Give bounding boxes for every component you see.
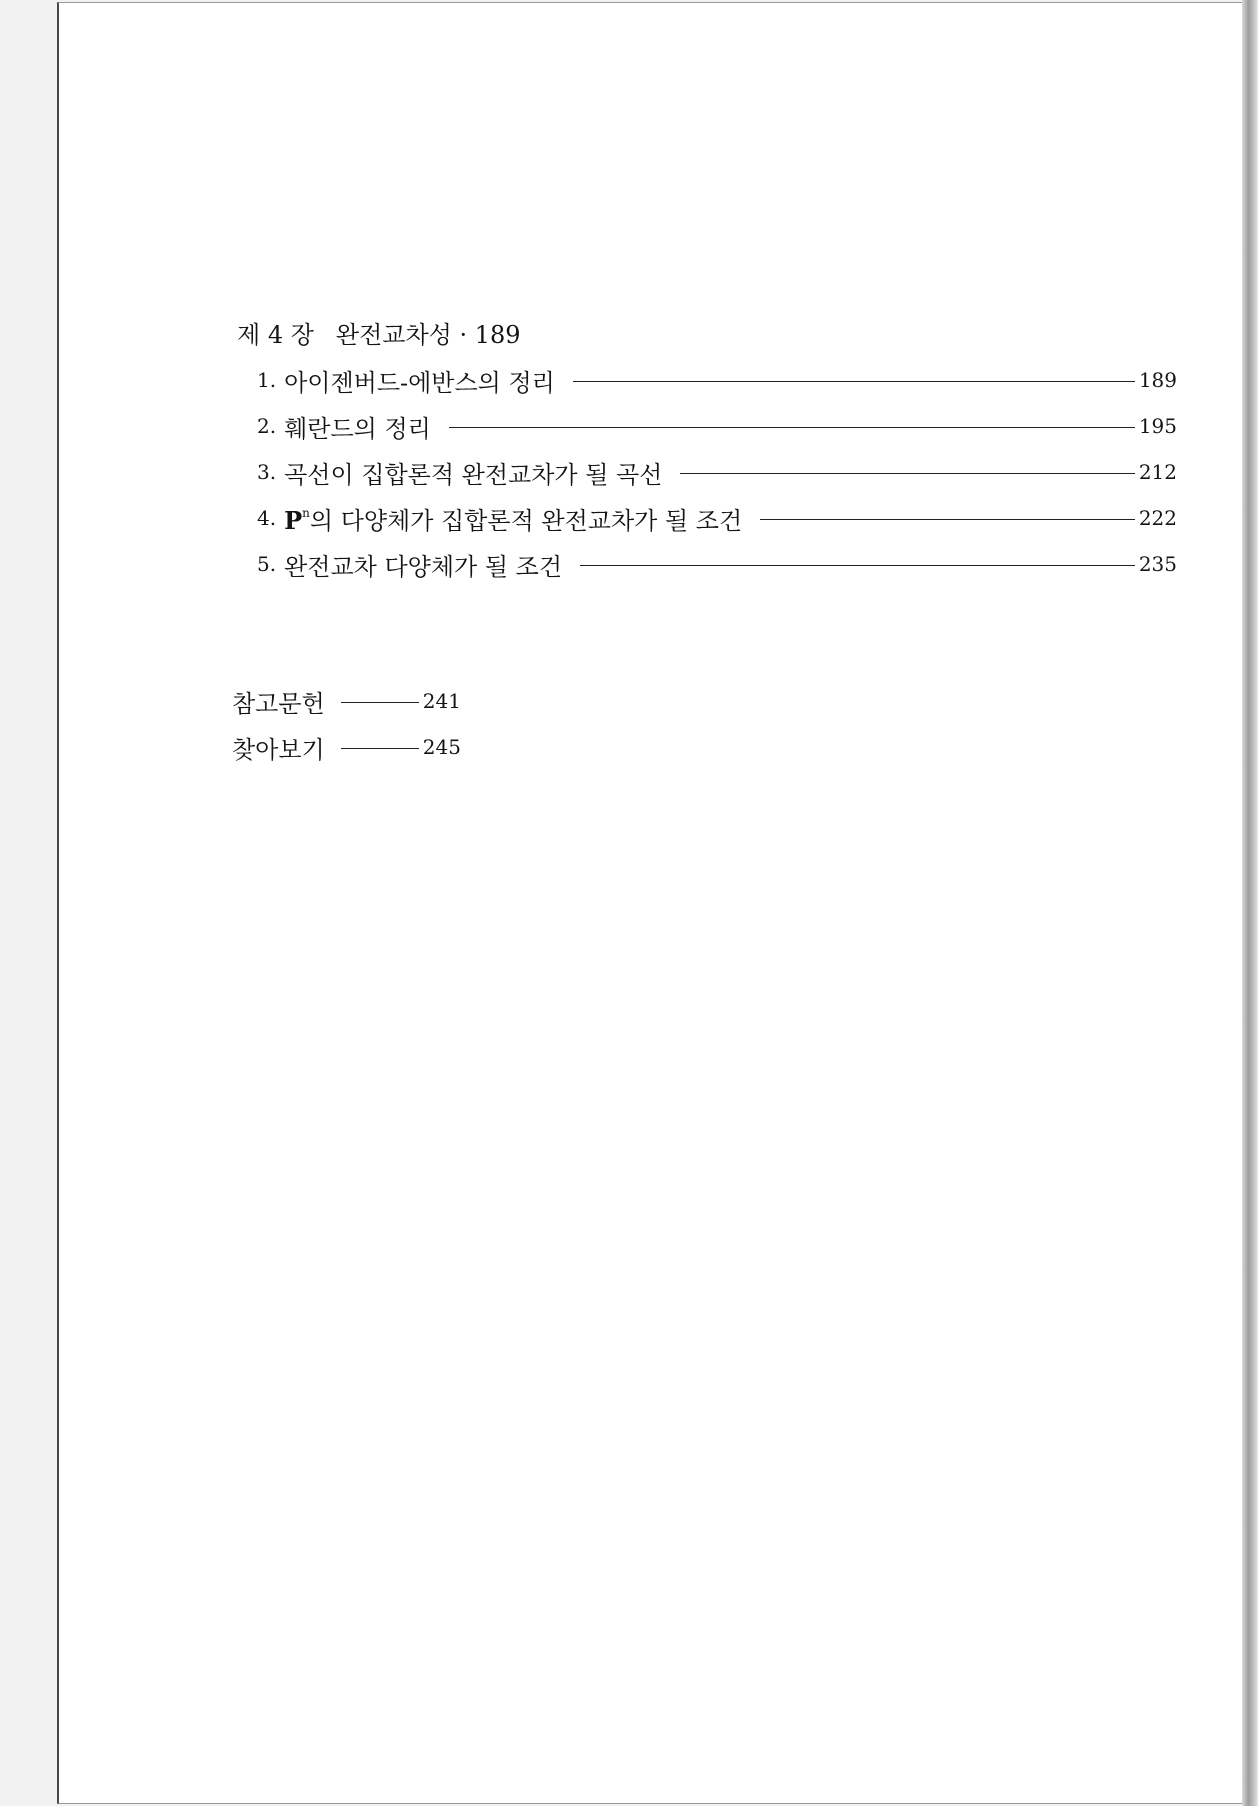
chapter-page: 189 xyxy=(474,321,521,349)
section-title: 아이젠버드-에반스의 정리 xyxy=(284,368,555,397)
leader-line xyxy=(341,702,419,703)
page-edge-shadow xyxy=(1242,0,1258,1806)
section-page: 189 xyxy=(1138,368,1177,392)
toc-references xyxy=(232,684,461,718)
dimension-superscript: n xyxy=(302,505,310,520)
section-number: 2. xyxy=(257,414,277,438)
section-page: 222 xyxy=(1138,506,1177,530)
chapter-title: 완전교차성 xyxy=(335,321,452,349)
leader-line xyxy=(449,427,1135,428)
table-of-contents xyxy=(59,3,1244,1803)
leader-line xyxy=(580,565,1135,566)
back-matter-title: 찾아보기 xyxy=(232,735,325,764)
section-number: 5. xyxy=(257,552,277,576)
leader-line xyxy=(680,473,1134,474)
toc-section-5 xyxy=(257,547,1177,581)
section-page: 235 xyxy=(1138,552,1177,576)
back-matter-title: 참고문헌 xyxy=(232,689,325,718)
toc-section-1 xyxy=(257,363,1177,397)
section-page: 195 xyxy=(1138,414,1177,438)
back-matter-page: 245 xyxy=(422,735,461,759)
toc-section-4 xyxy=(257,501,1177,535)
section-page: 212 xyxy=(1138,460,1177,484)
back-matter-page: 241 xyxy=(422,689,461,713)
section-title xyxy=(284,501,742,536)
chapter-label: 제 4 장 xyxy=(237,321,314,349)
leader-line xyxy=(341,748,419,749)
leader-line xyxy=(760,519,1135,520)
chapter-heading xyxy=(237,319,521,351)
section-number: 3. xyxy=(257,460,277,484)
book-page xyxy=(57,2,1244,1804)
section-title-text: 의 다양체가 집합론적 완전교차가 될 조건 xyxy=(309,506,743,535)
projective-space-symbol: P xyxy=(284,505,303,535)
toc-section-3 xyxy=(257,455,1177,489)
toc-section-2 xyxy=(257,409,1177,443)
chapter-separator: · xyxy=(459,321,468,349)
section-title: 훼란드의 정리 xyxy=(284,414,431,443)
toc-index xyxy=(232,730,461,764)
section-title: 완전교차 다양체가 될 조건 xyxy=(284,552,563,581)
section-number: 1. xyxy=(257,368,277,392)
leader-line xyxy=(573,381,1135,382)
section-title: 곡선이 집합론적 완전교차가 될 곡선 xyxy=(284,460,663,489)
section-number: 4. xyxy=(257,506,277,530)
